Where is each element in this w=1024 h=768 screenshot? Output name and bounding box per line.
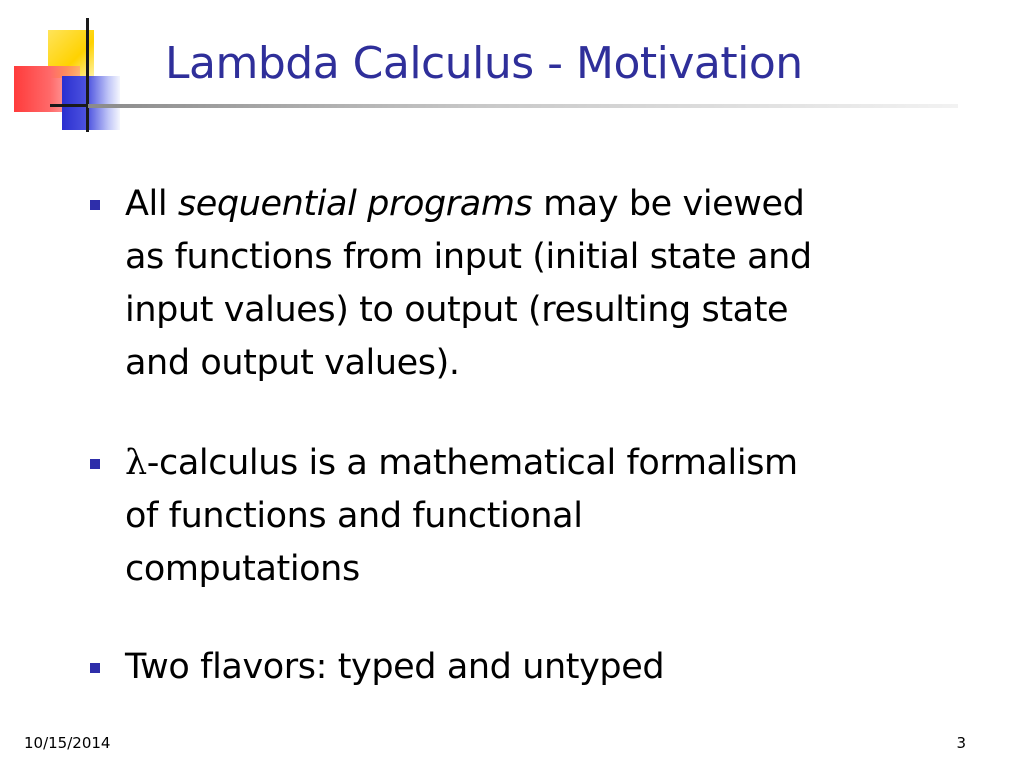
bullet-line: as functions from input (initial state and [125, 237, 812, 277]
bullet-item [90, 178, 970, 390]
bullet-line: computations [125, 549, 360, 589]
bullet-text: -calculus is a mathematical formalism [146, 443, 798, 483]
bullet-line [125, 178, 970, 231]
bullet-list [90, 178, 970, 694]
logo-blue-square [62, 76, 120, 130]
bullet-marker [90, 459, 100, 469]
bullet-text: may be viewed [532, 184, 805, 224]
lambda-symbol: λ [125, 443, 147, 483]
bullet-marker [90, 663, 100, 673]
bullet-marker [90, 200, 100, 210]
slide-logo [0, 0, 150, 140]
logo-vertical-line [86, 18, 89, 132]
slide-title: Lambda Calculus - Motivation [165, 38, 803, 89]
bullet-line: Two flavors: typed and untyped [125, 647, 665, 687]
bullet-emphasis: sequential programs [177, 184, 533, 224]
page-number: 3 [956, 734, 966, 752]
bullet-line: of functions and functional [125, 496, 583, 536]
footer-date: 10/15/2014 [24, 734, 111, 752]
bullet-line [125, 437, 970, 490]
bullet-line: and output values). [125, 343, 460, 383]
bullet-line: input values) to output (resulting state [125, 290, 789, 330]
bullet-text: All [125, 184, 178, 224]
bullet-item [90, 437, 970, 596]
title-divider [88, 104, 958, 108]
bullet-item [90, 641, 970, 694]
